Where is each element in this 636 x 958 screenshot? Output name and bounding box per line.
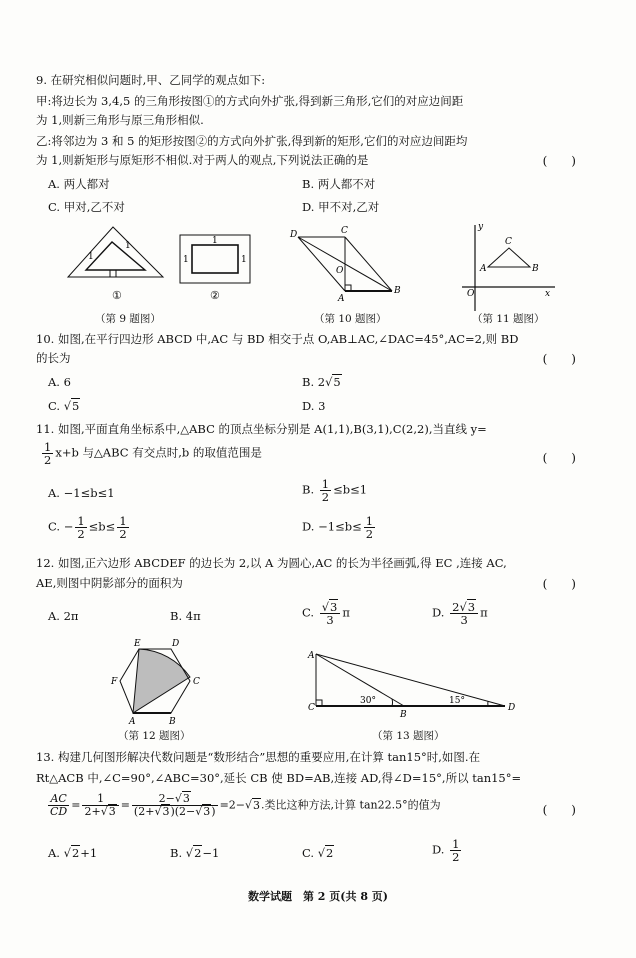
fig12-caption: （第 12 题图） xyxy=(118,730,191,742)
figures-row-2 xyxy=(0,636,636,726)
fig9-triangles xyxy=(68,227,163,277)
q11-answer-paren: ( ) xyxy=(542,451,576,465)
q9-option-c: C. 甲对,乙不对 xyxy=(48,200,125,214)
q9-option-a: A. 两人都对 xyxy=(48,177,110,191)
q13-option-d: D. $\frac{1}{2}$ xyxy=(432,837,460,864)
q9-answer-paren: ( ) xyxy=(542,154,576,168)
fig9-label-1b: 1 xyxy=(125,241,131,251)
q13-option-b: B. √2−1 xyxy=(170,846,220,860)
fig10-label-d: D xyxy=(290,230,298,240)
fig12-label-a: A xyxy=(129,717,136,726)
q12-option-c: C. $\frac{√3}{3}$ π xyxy=(302,600,350,627)
fig9-mark-1: ① xyxy=(112,289,122,302)
q9-yi-line2: 为 1,则新矩形与原矩形不相似.对于两人的观点,下列说法正确的是 xyxy=(36,153,369,167)
q11-option-b: B. $\frac{1}{2}$ ≤b≤1 xyxy=(302,477,368,504)
fig11-label-o: O xyxy=(467,289,475,299)
q12-line2: AE,则图中阴影部分的面积为 xyxy=(36,576,183,590)
fig10-label-o: O xyxy=(336,266,344,276)
fig13-triangles xyxy=(316,654,505,706)
fig10-label-c: C xyxy=(341,226,348,236)
q11-option-c: C. − $\frac{1}{2}$ ≤b≤ $\frac{1}{2}$ xyxy=(48,514,127,541)
page-footer: 数学试题 第 2 页(共 8 页) xyxy=(247,890,389,903)
fig9-label-1: 1 xyxy=(88,252,94,262)
q10-option-b: B. 2√5 xyxy=(302,375,341,389)
fig9-mark-2: ② xyxy=(210,289,220,302)
fig13-label-a: A xyxy=(308,651,315,661)
q9-option-d: D. 甲不对,乙对 xyxy=(302,200,380,214)
fig13-label-d: D xyxy=(508,703,516,713)
q9-yi-line1: 乙:将邻边为 3 和 5 的矩形按图②的方式向外扩张,得到新的矩形,它们的对应边间距均 xyxy=(36,134,468,148)
q13-option-c: C. √2 xyxy=(302,846,334,860)
fig13-label-b: B xyxy=(400,710,407,720)
fig13-caption: （第 13 题图） xyxy=(372,730,445,742)
q12-answer-paren: ( ) xyxy=(542,577,576,591)
fig12-label-c: C xyxy=(193,677,200,687)
q9-option-b: B. 两人都不对 xyxy=(302,177,376,191)
q11-option-a: A. −1≤b≤1 xyxy=(48,486,115,500)
q10-option-d: D. 3 xyxy=(302,399,326,413)
fig11-triangle-abc xyxy=(488,248,530,267)
fig10-caption: （第 10 题图） xyxy=(314,313,387,325)
q13-line2: Rt△ACB 中,∠C=90°,∠ABC=30°,延长 CB 使 BD=AB,连接 AD,得∠D=15°,所以 tan15°= xyxy=(36,771,522,785)
fig10-label-b: B xyxy=(394,286,401,296)
q9-jia-line2: 为 1,则新三角形与原三角形相似. xyxy=(36,113,204,127)
q12-line1: 12. 如图,正六边形 ABCDEF 的边长为 2,以 A 为圆心,AC 的长为半径画弧,得 EC ,连接 AC, xyxy=(36,556,507,570)
q13-line1: 13. 构建几何图形解决代数问题是“数形结合”思想的重要应用,在计算 tan15°时,如图.在 xyxy=(36,750,481,764)
fig9-rect-label-left: 1 xyxy=(183,255,189,265)
q10-option-c: C. √5 xyxy=(48,399,80,413)
q9-stem: 9. 在研究相似问题时,甲、乙同学的观点如下: xyxy=(36,73,266,87)
fig12-shaded-sector xyxy=(133,649,190,713)
q10-option-a: A. 6 xyxy=(48,375,71,389)
fig10-label-a: A xyxy=(338,294,345,304)
q10-line1: 10. 如图,在平行四边形 ABCD 中,AC 与 BD 相交于点 O,AB⊥AC,∠DAC=45°,AC=2,则 BD xyxy=(36,332,519,346)
fig9-rect-label-top: 1 xyxy=(212,236,218,246)
q12-option-b: B. 4π xyxy=(170,609,201,623)
q10-line2: 的长为 xyxy=(36,351,71,365)
fig12-label-b: B xyxy=(169,717,176,726)
fig13-label-c: C xyxy=(308,703,315,713)
fig12-label-e: E xyxy=(134,639,141,649)
q10-answer-paren: ( ) xyxy=(542,352,576,366)
fig11-label-a: A xyxy=(480,264,487,274)
fig9-caption: （第 9 题图） xyxy=(95,313,161,325)
fig13-angle-15: 15° xyxy=(449,696,465,706)
q12-option-d: D. $\frac{2√3}{3}$ π xyxy=(432,600,488,627)
q11-line2: $\frac{1}{2}$ x+b 与△ABC 有交点时,b 的取值范围是 xyxy=(44,440,262,467)
fig10-parallelogram xyxy=(298,237,392,291)
fig12-label-f: F xyxy=(111,677,118,687)
fig13-angle-30: 30° xyxy=(360,696,376,706)
fig9-rect-label-right: 1 xyxy=(241,255,247,265)
q11-line1: 11. 如图,平面直角坐标系中,△ABC 的顶点坐标分别是 A(1,1),B(3,1),C(2,2),当直线 y= xyxy=(36,422,487,436)
fig11-label-x: x xyxy=(545,289,551,299)
fig12-label-d: D xyxy=(172,639,180,649)
q12-option-a: A. 2π xyxy=(48,609,79,623)
q9-jia-line1: 甲:将边长为 3,4,5 的三角形按图①的方式向外扩张,得到新三角形,它们的对应边间距 xyxy=(36,94,464,108)
fig11-label-b: B xyxy=(532,264,539,274)
q13-answer-paren: ( ) xyxy=(542,803,576,817)
q13-option-a: A. √2+1 xyxy=(48,846,98,860)
q11-option-d: D. −1≤b≤ $\frac{1}{2}$ xyxy=(302,514,374,541)
fig11-label-y: y xyxy=(478,222,484,232)
fig11-caption: （第 11 题图） xyxy=(472,313,545,325)
fig11-label-c: C xyxy=(505,237,512,247)
q13-formula: $\frac{AC}{CD}$ = $\frac{1}{2+√3}$ = $\frac{2-√3}{(2+√3)(2-√3)}$ =2−√3.类比这种方法,计算 tan22.5°的值为 xyxy=(50,792,441,818)
